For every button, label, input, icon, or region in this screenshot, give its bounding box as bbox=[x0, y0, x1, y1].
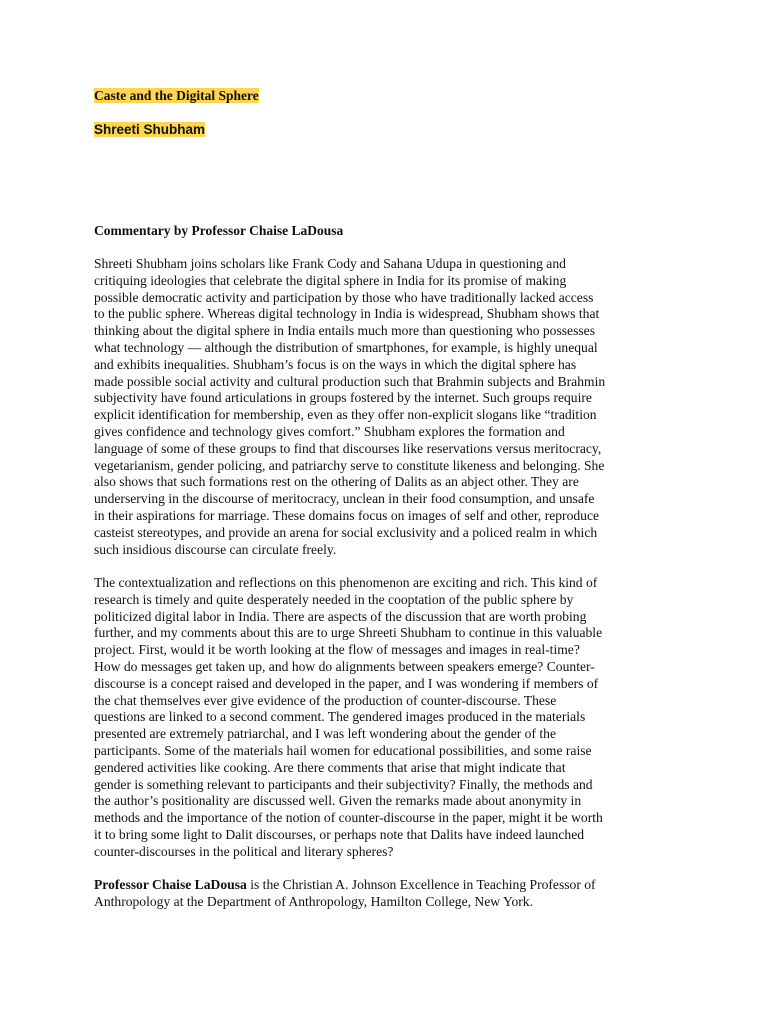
document-title bbox=[94, 88, 259, 104]
paragraph-line: further, and my comments about this are to urge Shreeti Shubham to continue in this valuable bbox=[94, 625, 603, 641]
document-author bbox=[94, 122, 205, 138]
paragraph-line: the author’s positionality are discussed well. Given the remarks made about anonymity in bbox=[94, 793, 582, 809]
title-text: Caste and the Digital Sphere bbox=[94, 88, 259, 103]
paragraph-line: participants. Some of the materials hail women for educational possibilities, and some raise bbox=[94, 742, 592, 758]
paragraph-line: and exhibits inequalities. Shubham’s focus is on the ways in which the digital sphere has bbox=[94, 356, 577, 372]
paragraph-line: casteist stereotypes, and provide an arena for social exclusivity and a policed realm in which bbox=[94, 524, 598, 540]
paragraph-line: gendered activities like cooking. Are there comments that arise that might indicate that bbox=[94, 759, 566, 775]
paragraph-line: Shreeti Shubham joins scholars like Frank Cody and Sahana Udupa in questioning and bbox=[94, 256, 566, 271]
paragraph-line: discourse is a concept raised and developed in the paper, and I was wondering if members of bbox=[94, 675, 599, 691]
commentary-paragraph-2 bbox=[94, 575, 678, 861]
bio-name: Professor Chaise LaDousa bbox=[94, 877, 247, 892]
paragraph-line: in their aspirations for marriage. These domains focus on images of self and other, reproduce bbox=[94, 507, 600, 523]
document-page bbox=[94, 0, 678, 1024]
paragraph-line: thinking about the digital sphere in India entails much more than questioning who possesses bbox=[94, 323, 595, 339]
paragraph-line: questions are linked to a second comment. The gendered images produced in the materials bbox=[94, 709, 586, 725]
commentary-paragraph-1 bbox=[94, 256, 678, 558]
paragraph-line: critiquing ideologies that celebrate the digital sphere in India for its promise of making bbox=[94, 272, 567, 288]
bio-line bbox=[94, 877, 678, 894]
paragraph-line: possible democratic activity and participation by those who have traditionally lacked access bbox=[94, 289, 594, 305]
paragraph-line: How do messages get taken up, and how do alignments between speakers emerge? Counter- bbox=[94, 658, 595, 674]
paragraph-line: it to bring some light to Dalit discourses, or perhaps note that Dalits have indeed launched bbox=[94, 826, 585, 842]
paragraph-line: politicized digital labor in India. There are aspects of the discussion that are worth probing bbox=[94, 608, 587, 624]
author-bio bbox=[94, 877, 678, 911]
paragraph-line: vegetarianism, gender policing, and patriarchy serve to constitute likeness and belonging. She bbox=[94, 457, 605, 473]
paragraph-line: counter-discourses in the political and literary spheres? bbox=[94, 843, 394, 859]
paragraph-line: what technology — although the distribution of smartphones, for example, is highly unequal bbox=[94, 339, 598, 355]
paragraph-line: gender is something relevant to participants and their subjectivity? Finally, the methods and bbox=[94, 776, 593, 792]
paragraph-line: made possible social activity and cultural production such that Brahmin subjects and Brahmin bbox=[94, 373, 606, 389]
author-name: Shreeti Shubham bbox=[94, 122, 206, 137]
paragraph-line: research is timely and quite desperately needed in the cooptation of the public sphere by bbox=[94, 591, 574, 607]
paragraph-line: language of some of these groups to find that discourses like reservations versus meritocracy, bbox=[94, 440, 602, 456]
paragraph-line: gives confidence and technology gives comfort.” Shubham explores the formation and bbox=[94, 423, 565, 439]
paragraph-line: underserving in the discourse of meritocracy, unclean in their food consumption, and unsafe bbox=[94, 491, 595, 507]
paragraph-line: also shows that such formations rest on the othering of Dalits as an abject other. They are bbox=[94, 474, 579, 490]
paragraph-line: the chat themselves ever give evidence of the production of counter-discourse. These bbox=[94, 692, 557, 708]
paragraph-line: subjectivity have found articulations in groups fostered by the internet. Such groups require bbox=[94, 390, 592, 406]
bio-line1-text: is the Christian A. Johnson Excellence in Teaching Professor of bbox=[246, 877, 596, 892]
paragraph-line: to the public sphere. Whereas digital technology in India is widespread, Shubham shows that bbox=[94, 306, 600, 322]
paragraph-line: project. First, would it be worth looking at the flow of messages and images in real-time? bbox=[94, 642, 580, 658]
commentary-heading: Commentary by Professor Chaise LaDousa bbox=[94, 223, 344, 238]
paragraph-line: presented are extremely patriarchal, and I was left wondering about the gender of the bbox=[94, 726, 556, 742]
bio-line: Anthropology at the Department of Anthropology, Hamilton College, New York. bbox=[94, 893, 533, 909]
paragraph-line: methods and the importance of the notion of counter-discourse in the paper, might it be worth bbox=[94, 810, 603, 826]
paragraph-line: The contextualization and reflections on this phenomenon are exciting and rich. This kind of bbox=[94, 575, 598, 590]
paragraph-line: such insidious discourse can circulate freely. bbox=[94, 541, 337, 557]
paragraph-line: explicit identification for membership, even as they offer non-explicit slogans like “tradition bbox=[94, 407, 597, 423]
